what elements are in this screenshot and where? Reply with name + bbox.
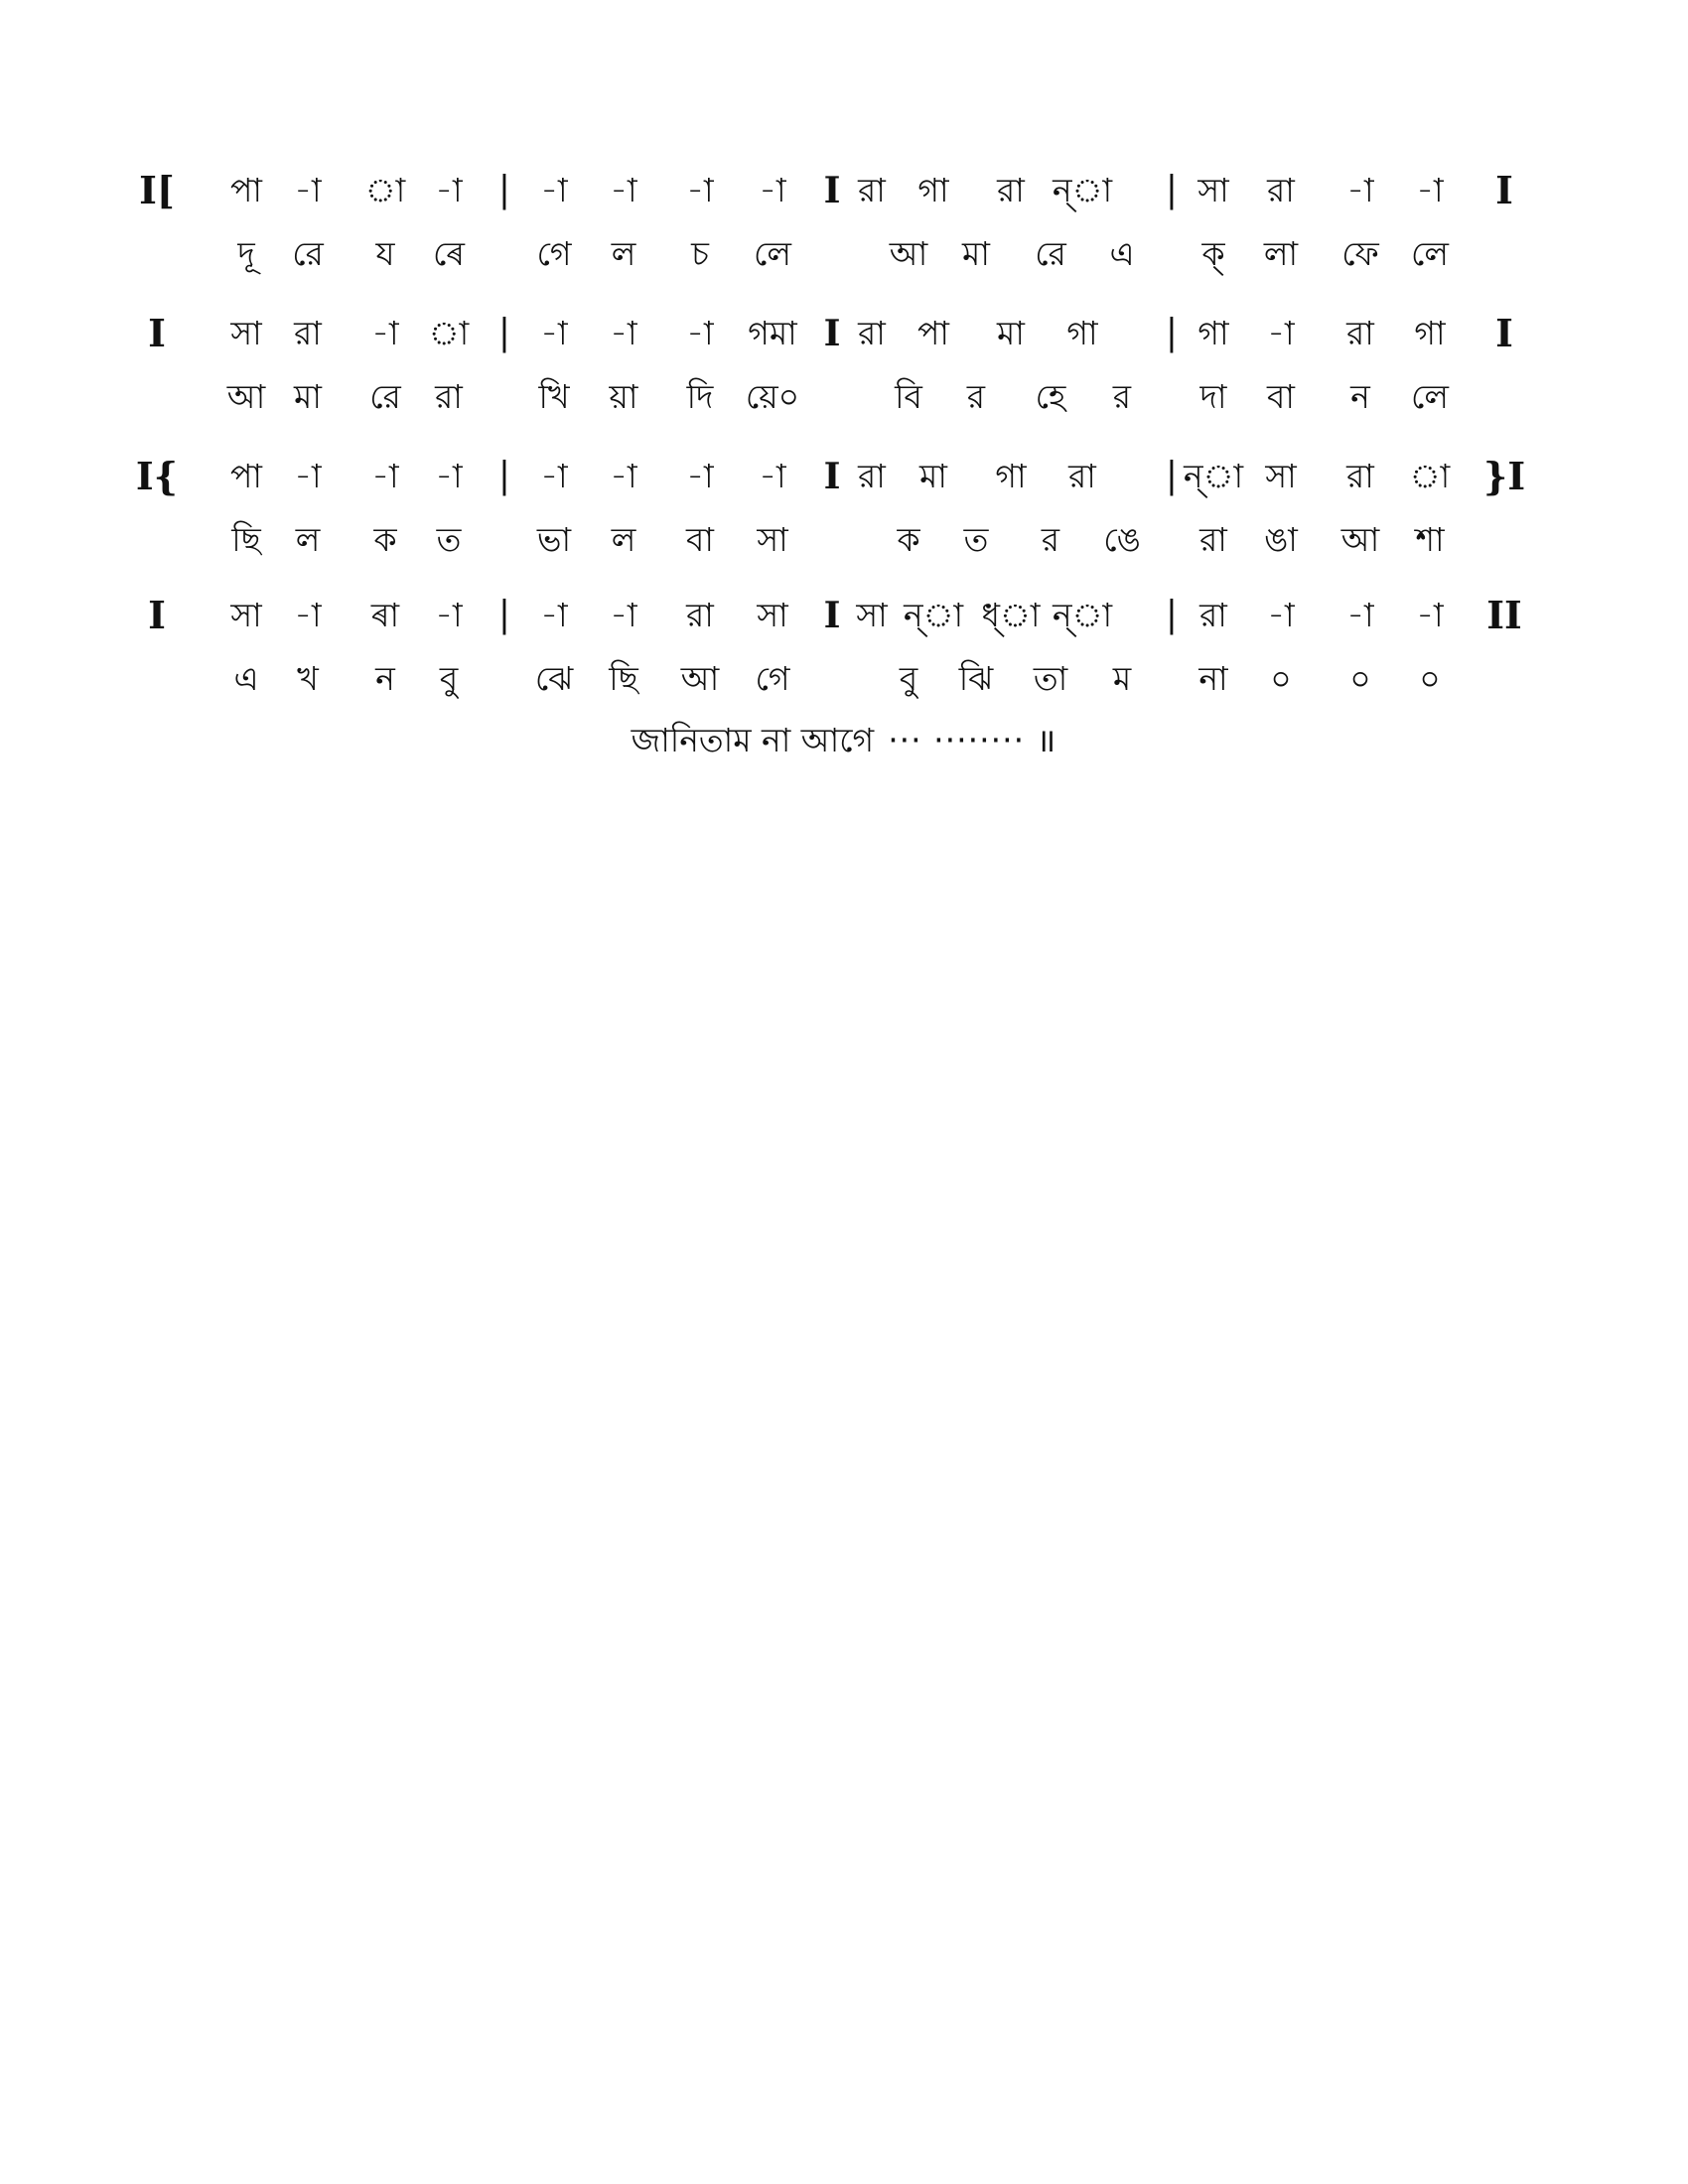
note: -া (610, 314, 637, 352)
section-barline: I (823, 456, 841, 497)
lyric-syllable: লে (754, 234, 791, 273)
stanza (0, 586, 1688, 725)
lyric-syllable: ঙা (1264, 520, 1298, 559)
lyric-syllable: এ (1109, 234, 1135, 273)
notes-row (0, 586, 1688, 645)
beat-divider: | (497, 313, 511, 353)
note: -া (759, 457, 786, 495)
note: রা (294, 314, 322, 352)
note: -া (540, 596, 568, 634)
note: গমা (748, 314, 797, 352)
lyric-syllable: রে (1035, 234, 1066, 273)
stanza (0, 304, 1688, 443)
note: ৰা (370, 596, 400, 634)
lyric-syllable: মা (294, 377, 322, 416)
stanza (0, 161, 1688, 300)
note: -া (371, 314, 399, 352)
lyric-syllable: বু (899, 659, 918, 698)
note: -া (294, 171, 322, 209)
lyric-syllable: ছি (231, 520, 261, 559)
notes-row (0, 447, 1688, 506)
lyric-syllable: চ (691, 234, 709, 273)
beat-divider: | (1165, 313, 1179, 353)
beat-divider: | (497, 456, 511, 496)
note: -া (294, 596, 322, 634)
lyric-syllable: খ (297, 659, 319, 698)
note: -া (1267, 314, 1295, 352)
note: রা (858, 314, 886, 352)
note: রা (1346, 457, 1374, 495)
note: রা (1346, 314, 1374, 352)
lyric-syllable: এ (233, 659, 259, 698)
note: সা (1265, 457, 1297, 495)
note: গা (995, 457, 1027, 495)
lyric-syllable: মা (962, 234, 990, 273)
lyric-syllable: আ (1340, 520, 1380, 559)
lyric-syllable: গে (755, 659, 790, 698)
lyric-syllable: দি (686, 377, 714, 416)
note: পা (230, 171, 262, 209)
lyric-syllable: ল (611, 520, 636, 559)
lyric-syllable: বু (439, 659, 459, 698)
lyric-syllable: দা (1199, 377, 1227, 416)
lyric-syllable: ল (611, 234, 636, 273)
lyric-syllable: খি (538, 377, 570, 416)
note: সা (757, 596, 788, 634)
note: -া (435, 171, 463, 209)
note: রা (1068, 457, 1096, 495)
lyric-syllable: রে (292, 234, 324, 273)
note: ন্া (903, 596, 964, 634)
lyric-syllable: ন (1350, 377, 1370, 416)
note: গা (1197, 314, 1229, 352)
lyric-syllable: ল (295, 520, 321, 559)
lyrics-row (0, 649, 1688, 709)
note: -া (759, 171, 786, 209)
refrain-line (0, 711, 1688, 770)
lyric-syllable: ফে (1341, 234, 1379, 273)
note: -া (610, 457, 637, 495)
lyrics-row (0, 510, 1688, 570)
lyric-syllable: রা (1199, 520, 1227, 559)
lyric-syllable: তা (1033, 659, 1068, 698)
end-barline: I (1495, 311, 1513, 355)
lyric-syllable: আ (889, 234, 928, 273)
note: -া (1416, 171, 1444, 209)
lyric-syllable: রা (435, 377, 463, 416)
note: -া (435, 596, 463, 634)
start-barline: I (148, 593, 166, 637)
end-barline: II (1486, 593, 1522, 637)
note: া (1409, 457, 1451, 495)
start-barline: I{ (135, 454, 179, 498)
lyric-syllable: ক (373, 520, 397, 559)
beat-divider: | (1165, 595, 1179, 635)
lyric-syllable: ত (436, 520, 462, 559)
lyric-syllable: বা (1267, 377, 1295, 416)
lyric-syllable: গে (536, 234, 572, 273)
beat-divider: | (1165, 456, 1179, 496)
lyric-syllable: সা (757, 520, 788, 559)
note: -া (1346, 596, 1374, 634)
lyric-syllable: ন (375, 659, 395, 698)
note: -া (435, 457, 463, 495)
lyric-syllable: ঝি (958, 659, 994, 698)
note: া (428, 314, 470, 352)
notes-row (0, 161, 1688, 220)
note: রা (686, 596, 714, 634)
lyric-syllable: ভা (536, 520, 572, 559)
note: সা (1197, 171, 1229, 209)
lyric-syllable: শা (1415, 520, 1445, 559)
beat-divider: | (1165, 170, 1179, 210)
note: া (364, 171, 406, 209)
note: রা (858, 171, 886, 209)
notes-row (0, 304, 1688, 363)
note: ন্া (1052, 596, 1113, 634)
note: -া (686, 314, 714, 352)
lyric-syllable: র (1041, 520, 1060, 559)
lyric-syllable: ম (1112, 659, 1132, 698)
lyric-syllable: র (1112, 377, 1132, 416)
end-barline: }I (1482, 454, 1526, 498)
section-barline: I (823, 595, 841, 636)
note: ন্া (1052, 171, 1113, 209)
note: -া (1416, 596, 1444, 634)
lyric-syllable: আ (680, 659, 720, 698)
note: রা (858, 457, 886, 495)
lyric-syllable: লা (1263, 234, 1299, 273)
lyric-syllable: য়ে০ (745, 377, 800, 416)
note: গা (1066, 314, 1098, 352)
lyric-syllable: বা (686, 520, 714, 559)
note: -া (294, 457, 322, 495)
end-barline: I (1495, 168, 1513, 212)
lyrics-row (0, 224, 1688, 284)
lyric-syllable: হে (1035, 377, 1066, 416)
note: -া (610, 596, 637, 634)
note: পা (230, 457, 262, 495)
lyric-syllable: ০ (1270, 659, 1292, 698)
lyric-syllable: ০ (1419, 659, 1441, 698)
note: মা (997, 314, 1025, 352)
note: -া (1267, 596, 1295, 634)
lyric-syllable: ঝে (534, 659, 574, 698)
note: -া (540, 457, 568, 495)
section-barline: I (823, 313, 841, 354)
lyric-syllable: দূ (237, 234, 255, 273)
lyric-syllable: ছি (609, 659, 638, 698)
start-barline: I (148, 311, 166, 355)
note: -া (686, 171, 714, 209)
lyric-syllable: ত (963, 520, 989, 559)
note: ধ্া (981, 596, 1041, 634)
note: গা (917, 171, 949, 209)
note: মা (919, 457, 947, 495)
note: রা (1267, 171, 1295, 209)
note: -া (540, 314, 568, 352)
section-barline: I (823, 170, 841, 211)
note: পা (917, 314, 949, 352)
note: সা (230, 596, 262, 634)
note: রা (1199, 596, 1227, 634)
note: রা (997, 171, 1025, 209)
note: -া (610, 171, 637, 209)
beat-divider: | (497, 595, 511, 635)
start-barline: I[ (139, 168, 175, 212)
note: -া (371, 457, 399, 495)
lyric-syllable: না (1198, 659, 1228, 698)
lyric-syllable: র (966, 377, 986, 416)
lyric-syllable: ক্ (1201, 234, 1225, 273)
lyric-syllable: লে (1411, 377, 1449, 416)
lyric-syllable: ৰে (433, 234, 465, 273)
lyric-syllable: রে (369, 377, 401, 416)
lyric-syllable: আ (226, 377, 266, 416)
lyric-syllable: বি (895, 377, 922, 416)
beat-divider: | (497, 170, 511, 210)
note: -া (686, 457, 714, 495)
note: ন্া (1183, 457, 1244, 495)
lyric-syllable: ক (897, 520, 920, 559)
refrain-ellipsis: ··· ········ ॥ (888, 721, 1057, 759)
note: গা (1414, 314, 1446, 352)
refrain-text: জানিতাম না আগে (631, 721, 875, 759)
lyric-syllable: য (375, 234, 395, 273)
stanza (0, 447, 1688, 586)
note: সা (856, 596, 888, 634)
lyric-syllable: লে (1411, 234, 1449, 273)
note: -া (1346, 171, 1374, 209)
lyric-syllable: য়া (609, 377, 638, 416)
lyric-syllable: ০ (1349, 659, 1371, 698)
note: সা (230, 314, 262, 352)
note: -া (540, 171, 568, 209)
lyrics-row (0, 367, 1688, 427)
lyric-syllable: ঙে (1103, 520, 1141, 559)
